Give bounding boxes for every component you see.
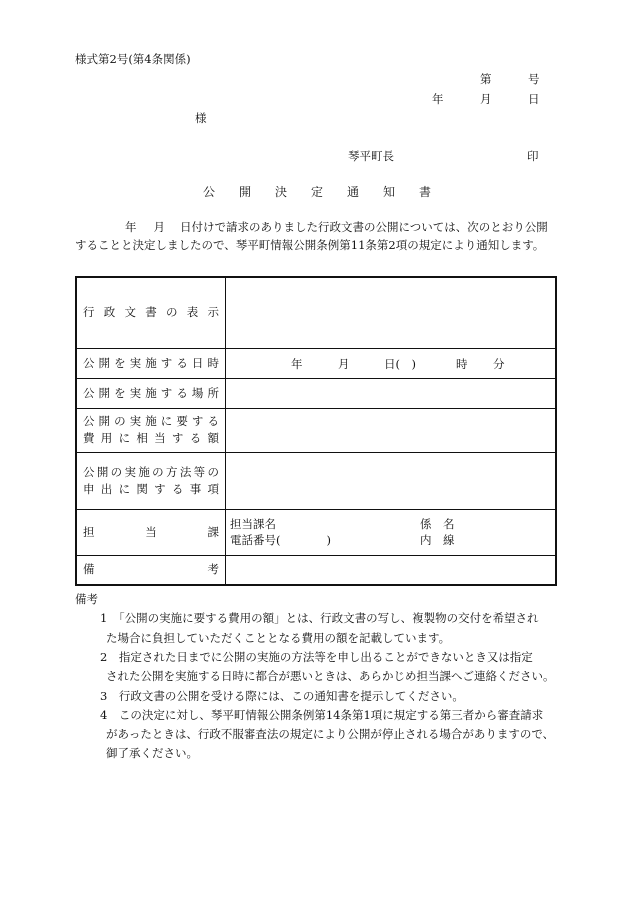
note-line: 3 行政文書の公開を受ける際には、この通知書を提示してください。 bbox=[100, 689, 464, 703]
title-char: 決 bbox=[275, 185, 288, 199]
cost-value bbox=[226, 408, 557, 452]
place-value bbox=[226, 378, 557, 408]
addressee-sama: 様 bbox=[195, 111, 207, 125]
title-char: 定 bbox=[311, 185, 324, 199]
number-dai: 第 bbox=[480, 72, 492, 86]
intro-month: 月 bbox=[153, 220, 165, 234]
row-datetime bbox=[76, 348, 556, 378]
dt-year: 年 bbox=[291, 356, 303, 371]
note-line: された公開を実施する日時に都合が悪いときは、あらかじめ担当課へご連絡ください。 bbox=[106, 669, 555, 683]
dt-minute: 分 bbox=[493, 356, 505, 371]
row-doc-display bbox=[76, 277, 556, 348]
notes-heading: 備考 bbox=[75, 592, 98, 606]
title-char: 通 bbox=[347, 185, 360, 199]
dt-month: 月 bbox=[338, 356, 350, 371]
mayor-name: 琴平町長 bbox=[348, 149, 394, 163]
form-id: 様式第2号(第4条関係) bbox=[75, 52, 191, 66]
note-line: 1 「公開の実施に要する費用の額」とは、行政文書の写し、複製物の交付を希望され bbox=[100, 611, 539, 625]
cost-label: 公開の実施に要する 費用に相当する額 bbox=[76, 408, 226, 452]
row-contact bbox=[76, 509, 556, 555]
intro-paragraph bbox=[75, 219, 557, 254]
row-place bbox=[76, 378, 556, 408]
contact-value bbox=[226, 509, 557, 555]
method-label: 公開の実施の方法等の 申出に関する事項 bbox=[76, 452, 226, 509]
note-line: 4 この決定に対し、琴平町情報公開条例第14条第1項に規定する第三者から審査請求 bbox=[100, 708, 544, 722]
row-remarks bbox=[76, 555, 556, 585]
datetime-label: 公開を実施する日時 bbox=[76, 348, 226, 378]
notice-table bbox=[75, 276, 557, 586]
intro-text: 日付けで請求のありました行政文書の公開については、次のとおり公開することと決定しましたので、琴平町情報公開条例第11条第2項の規定により通知します。 bbox=[75, 220, 548, 252]
row-method bbox=[76, 452, 556, 509]
dt-hour: 時 bbox=[456, 356, 468, 371]
remarks-label: 備考 bbox=[76, 555, 226, 585]
place-label: 公開を実施する場所 bbox=[76, 378, 226, 408]
datetime-value bbox=[226, 348, 557, 378]
intro-year: 年 bbox=[125, 220, 137, 234]
title-char: 公 bbox=[203, 185, 216, 199]
number-gou: 号 bbox=[528, 72, 540, 86]
note-line: 2 指定された日までに公開の実施の方法等を申し出ることができないとき又は指定 bbox=[100, 650, 533, 664]
contact-label: 担当課 bbox=[76, 509, 226, 555]
doc-display-label: 行政文書の表示 bbox=[76, 277, 226, 348]
note-line: があったときは、行政不服審査法の規定により公開が停止される場合がありますので、 bbox=[106, 727, 555, 741]
remarks-value bbox=[226, 555, 557, 585]
contact-kakari: 係 名 bbox=[420, 516, 455, 531]
contact-naisen: 内 線 bbox=[420, 532, 455, 547]
date-year: 年 bbox=[432, 92, 444, 106]
contact-phone: 電話番号( ) bbox=[230, 532, 331, 547]
title-char: 開 bbox=[239, 185, 252, 199]
note-line: た場合に負担していただくこととなる費用の額を記載しています。 bbox=[106, 631, 451, 645]
contact-section-name: 担当課名 bbox=[230, 516, 276, 531]
date-month: 月 bbox=[480, 92, 492, 106]
date-day: 日 bbox=[528, 92, 540, 106]
note-line: 御了承ください。 bbox=[106, 746, 198, 760]
method-value bbox=[226, 452, 557, 509]
title-char: 書 bbox=[419, 185, 432, 199]
seal-mark: 印 bbox=[527, 149, 539, 163]
doc-display-value bbox=[226, 277, 557, 348]
title-char: 知 bbox=[383, 185, 396, 199]
dt-day: 日( ) bbox=[384, 356, 416, 371]
row-cost bbox=[76, 408, 556, 452]
